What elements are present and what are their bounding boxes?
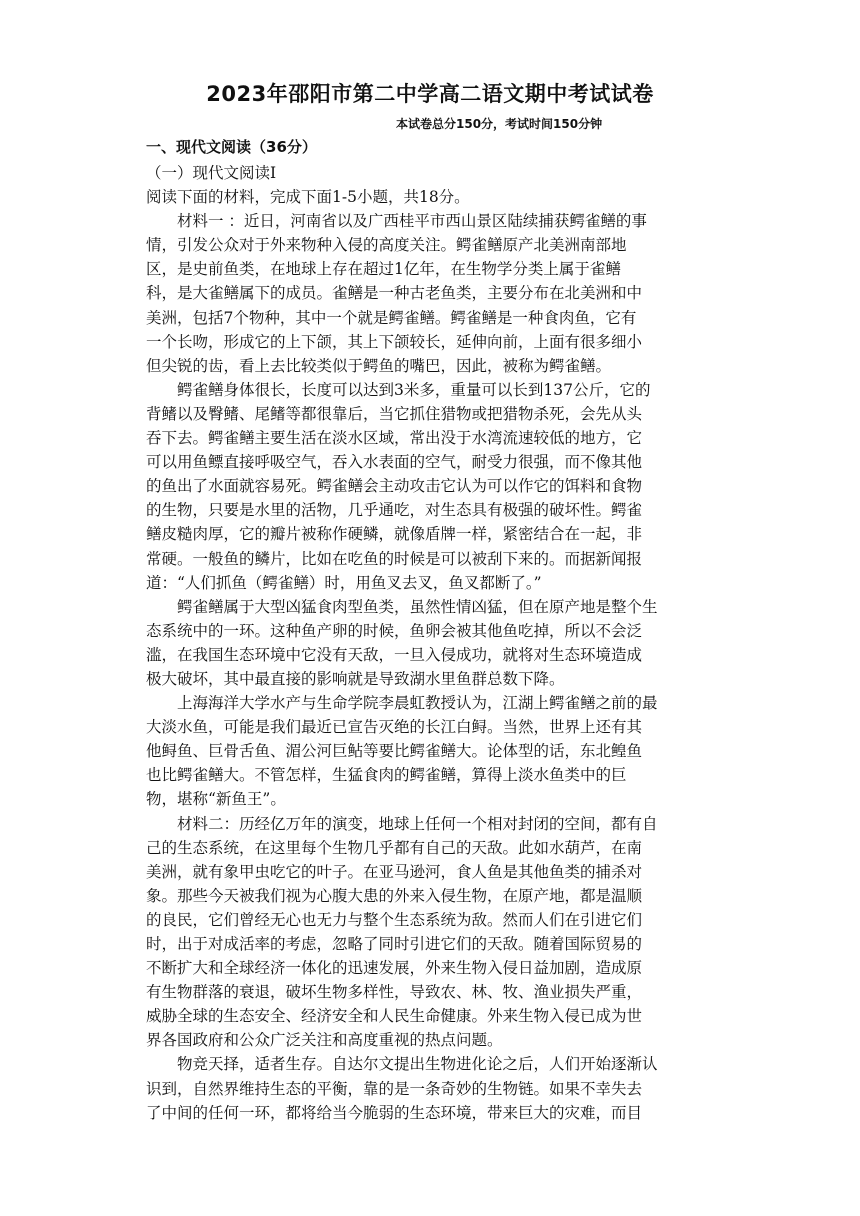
paragraph-line: 美洲，包括7个物种，其中一个就是鳄雀鳝。鳄雀鳝是一种食肉鱼，它有: [146, 308, 637, 327]
paragraph: [146, 595, 716, 691]
paragraph-line: 道：“人们抓鱼（鳄雀鳝）时，用鱼叉去叉，鱼叉都断了。”: [146, 573, 542, 592]
paragraph-line: 可以用鱼鳔直接呼吸空气，吞入水表面的空气，耐受力很强，而不像其他: [146, 453, 643, 472]
paragraph-line: 己的生态系统，在这里每个生物几乎都有自己的天敌。此如水葫芦，在南: [146, 838, 643, 857]
paragraph-line: 时，出于对成活率的考虑，忽略了同时引进它们的天敌。随着国际贸易的: [146, 935, 643, 953]
paragraph-line: 科，是大雀鳝属下的成员。雀鳝是一种古老鱼类，主要分布在北美洲和中: [146, 284, 643, 303]
paragraph-line: 鳄雀鳝身体很长，长度可以达到3米多，重量可以长到137公斤，它的: [177, 380, 651, 399]
exam-info: 本试卷总分150分，考试时间150分钟: [396, 117, 603, 131]
paragraph-line: 一个长吻，形成它的上下颌，其上下颌较长，延伸向前，上面有很多细小: [146, 332, 643, 351]
paragraph: [146, 812, 716, 1053]
paragraph-line: 物竞天择，适者生存。自达尔文提出生物进化论之后，人们开始逐渐认: [177, 1055, 658, 1074]
paragraph-line: 背鳍以及臀鳍、尾鳍等都很靠后，当它抓住猎物或把猎物杀死，会先从头: [146, 404, 643, 423]
paragraph-line: 界各国政府和公众广泛关注和高度重视的热点问题。: [146, 1031, 503, 1050]
instruction-text: 阅读下面的材料，完成下面1-5小题，共18分。: [146, 188, 470, 207]
paragraph-line: 但尖锐的齿，看上去比较类似于鳄鱼的嘴巴，因此，被称为鳄雀鳝。: [146, 356, 612, 375]
paragraph-line: 常硬。一般鱼的鳞片，比如在吃鱼的时候是可以被刮下来的。而据新闻报: [146, 549, 643, 568]
paragraph-line: 不断扩大和全球经济一体化的迅速发展，外来生物入侵日益加剧，造成原: [146, 959, 643, 978]
reading-passage: [146, 161, 716, 1125]
paragraph-line: 鳝皮糙肉厚，它的瓣片被称作硬鳞，就像盾牌一样，紧密结合在一起，非: [146, 525, 643, 544]
paragraph-line: 材料二：历经亿万年的演变，地球上任何一个相对封闭的空间，都有自: [177, 814, 658, 833]
paragraph-line: 滥，在我国生态环境中它没有天敌，一旦入侵成功，就将对生态环境造成: [146, 645, 643, 664]
paragraph-line: 极大破坏，其中最直接的影响就是导致湖水里鱼群总数下降。: [146, 669, 565, 688]
paragraph-line: 态系统中的一环。这种鱼产卵的时候，鱼卵会被其他鱼吃掉，所以不会泛: [146, 621, 643, 640]
paragraph-line: 上海海洋大学水产与生命学院李晨虹教授认为，江湖上鳄雀鳝之前的最: [177, 694, 658, 713]
paragraph-line: 的鱼出了水面就容易死。鳄雀鳝会主动攻击它认为可以作它的饵料和食物: [146, 477, 643, 496]
paragraph-line: 也比鳄雀鳝大。不管怎样，生猛食肉的鳄雀鳝，算得上淡水鱼类中的巨: [146, 766, 627, 785]
paragraph-line: 他鲟鱼、巨骨舌鱼、湄公河巨鲇等要比鳄雀鳝大。论体型的话，东北鳇鱼: [146, 742, 643, 761]
paragraph: [146, 378, 716, 595]
paragraph-line: 威胁全球的生态安全、经济安全和人民生命健康。外来生物入侵已成为世: [146, 1007, 643, 1026]
paragraph-line: 象。那些今天被我们视为心腹大患的外来入侵生物，在原产地，都是温顺: [146, 886, 643, 905]
paragraph-line: 大淡水鱼，可能是我们最近已宣告灭绝的长江白鲟。当然，世界上还有其: [146, 718, 643, 737]
subsection-heading: （一）现代文阅读Ⅰ: [146, 164, 277, 182]
paragraph-line: 情，引发公众对于外来物种入侵的高度关注。鳄雀鳝原产北美洲南部地: [146, 236, 627, 255]
paragraph-line: 的良民，它们曾经无心也无力与整个生态系统为敌。然而人们在引进它们: [146, 910, 643, 929]
paragraph: [146, 209, 716, 378]
paragraph-line: 鳄雀鳝属于大型凶猛食肉型鱼类，虽然性情凶猛，但在原产地是整个生: [177, 597, 658, 616]
paragraph-line: 吞下去。鳄雀鳝主要生活在淡水区域，常出没于水湾流速较低的地方，它: [146, 429, 643, 448]
paragraph-line: 的生物，只要是水里的活物，几乎通吃，对生态具有极强的破坏性。鳄雀: [146, 501, 643, 520]
paragraph-list: [146, 209, 716, 1125]
paragraph-line: 美洲，就有象甲虫吃它的叶子。在亚马逊河，食人鱼是其他鱼类的捕杀对: [146, 862, 643, 881]
paragraph-line: 有生物群落的衰退，破坏生物多样性，导致农、林、牧、渔业损失严重，: [146, 983, 643, 1002]
paragraph-line: 物，堪称“新鱼王”。: [146, 790, 286, 809]
paragraph: [146, 1052, 716, 1124]
section-heading: 一、现代文阅读（36分）: [146, 138, 317, 156]
page-title: 2023年邵阳市第二中学高二语文期中考试试卷: [206, 82, 654, 106]
paragraph-line: 识到，自然界维持生态的平衡，靠的是一条奇妙的生物链。如果不幸失去: [146, 1079, 643, 1098]
paragraph-line: 材料一 ：近日，河南省以及广西桂平市西山景区陆续捕获鳄雀鳝的事: [177, 212, 647, 231]
paragraph-line: 区，是史前鱼类，在地球上存在超过1亿年，在生物学分类上属于雀鳝: [146, 260, 621, 279]
paragraph: [146, 691, 716, 811]
paragraph-line: 了中间的任何一环，都将给当今脆弱的生态环境，带来巨大的灾难，而目: [146, 1103, 643, 1122]
